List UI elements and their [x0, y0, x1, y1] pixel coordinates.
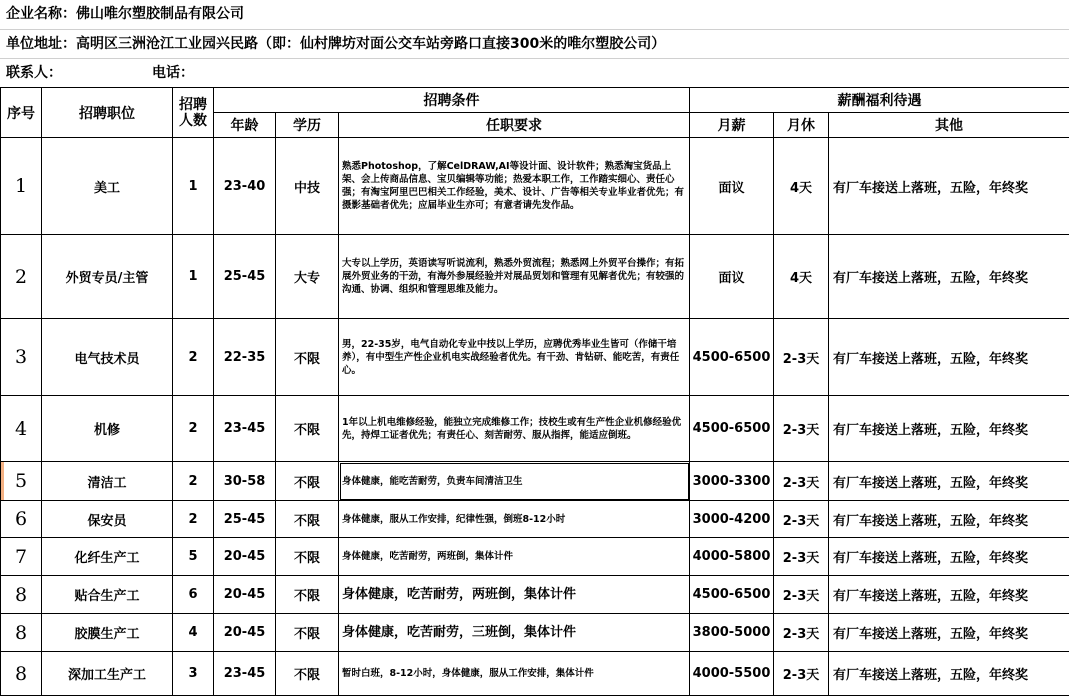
row-rest[interactable]: 4天: [774, 235, 829, 319]
table-row: [1, 538, 1069, 576]
table-row: [1, 576, 1069, 614]
table-row: [1, 396, 1069, 462]
row-requirements[interactable]: 身体健康，能吃苦耐劳，负责车间清洁卫生: [339, 462, 690, 501]
row-seq[interactable]: 6: [1, 501, 42, 538]
row-education[interactable]: 不限: [276, 501, 339, 538]
row-salary[interactable]: 4500-6500: [690, 319, 774, 396]
row-count[interactable]: 1: [173, 138, 214, 235]
row-education[interactable]: 不限: [276, 396, 339, 462]
row-age[interactable]: 20-45: [214, 614, 276, 652]
row-age[interactable]: 30-58: [214, 462, 276, 501]
row-position[interactable]: 保安员: [42, 501, 173, 538]
row-other[interactable]: 有厂车接送上落班，五险，年终奖: [829, 576, 1069, 614]
row-age[interactable]: 20-45: [214, 576, 276, 614]
company-label: 企业名称：: [6, 6, 76, 22]
row-position[interactable]: 电气技术员: [42, 319, 173, 396]
row-salary[interactable]: 4000-5500: [690, 652, 774, 696]
row-other[interactable]: 有厂车接送上落班，五险，年终奖: [829, 501, 1069, 538]
header-age[interactable]: 年龄: [214, 113, 276, 138]
contact-row[interactable]: [0, 59, 1069, 87]
row-rest[interactable]: 2-3天: [774, 319, 829, 396]
header-benefits[interactable]: 薪酬福利待遇: [690, 88, 1069, 113]
row-other[interactable]: 有厂车接送上落班，五险，年终奖: [829, 138, 1069, 235]
row-salary[interactable]: 面议: [690, 138, 774, 235]
table-row: [1, 501, 1069, 538]
row-count[interactable]: 6: [173, 576, 214, 614]
company-name: 佛山唯尔塑胶制品有限公司: [76, 6, 244, 22]
header-count[interactable]: 招聘人数: [173, 88, 214, 138]
row-position[interactable]: 外贸专员/主管: [42, 235, 173, 319]
row-other[interactable]: 有厂车接送上落班，五险，年终奖: [829, 652, 1069, 696]
row-count[interactable]: 3: [173, 652, 214, 696]
header-conditions[interactable]: 招聘条件: [214, 88, 690, 113]
row-salary[interactable]: 4500-6500: [690, 576, 774, 614]
row-age[interactable]: 22-35: [214, 319, 276, 396]
row-count[interactable]: 5: [173, 538, 214, 576]
row-requirements[interactable]: 1年以上机电维修经验，能独立完成维修工作；技校生或有生产性企业机修经验优先，持焊工证者优先；有责任心、刻苦耐劳、服从指挥，能适应倒班。: [339, 396, 690, 462]
row-rest[interactable]: 2-3天: [774, 652, 829, 696]
row-requirements[interactable]: 身体健康，服从工作安排，纪律性强，倒班8-12小时: [339, 501, 690, 538]
row-age[interactable]: 23-45: [214, 652, 276, 696]
row-requirements[interactable]: 身体健康，吃苦耐劳，两班倒，集体计件: [339, 538, 690, 576]
address-value: 高明区三洲沧江工业园兴民路（即：仙村牌坊对面公交车站旁路口直接300米的唯尔塑胶公司）: [76, 36, 666, 52]
row-count[interactable]: 2: [173, 501, 214, 538]
row-rest[interactable]: 2-3天: [774, 614, 829, 652]
row-requirements[interactable]: 暂时白班，8-12小时，身体健康，服从工作安排，集体计件: [339, 652, 690, 696]
row-other[interactable]: 有厂车接送上落班，五险，年终奖: [829, 614, 1069, 652]
row-count[interactable]: 2: [173, 396, 214, 462]
row-position[interactable]: 美工: [42, 138, 173, 235]
recruitment-table: [0, 87, 1069, 696]
row-age[interactable]: 23-40: [214, 138, 276, 235]
row-requirements[interactable]: 男，22-35岁，电气自动化专业中技以上学历，应聘优秀毕业生皆可（作储干培养），有中型生产性企业机电实战经验者优先。有干劲、肯钻研、能吃苦，有责任心。: [339, 319, 690, 396]
row-seq[interactable]: 2: [1, 235, 42, 319]
row-education[interactable]: 不限: [276, 614, 339, 652]
header-other[interactable]: 其他: [829, 113, 1069, 138]
row-seq[interactable]: 4: [1, 396, 42, 462]
table-row: [1, 138, 1069, 235]
row-salary[interactable]: 3000-4200: [690, 501, 774, 538]
row-requirements[interactable]: 熟悉Photoshop，了解CelDRAW,AI等设计面、设计软件；熟悉淘宝货品上架、会上传商品信息、宝贝编辑等功能；热爱本职工作，工作踏实细心、责任心强；有淘宝阿里巴巴相关工作经验，美术、设计、广告等相关专业毕业者优先；有摄影基础者优先；应届毕业生亦可；有意者请先发作品。: [339, 138, 690, 235]
row-other[interactable]: 有厂车接送上落班，五险，年终奖: [829, 319, 1069, 396]
address-label: 单位地址：: [6, 36, 76, 52]
row-salary[interactable]: 3000-3300: [690, 462, 774, 501]
row-other[interactable]: 有厂车接送上落班，五险，年终奖: [829, 538, 1069, 576]
table-row: [1, 652, 1069, 696]
row-rest[interactable]: 2-3天: [774, 501, 829, 538]
table-row: [1, 614, 1069, 652]
header-education[interactable]: 学历: [276, 113, 339, 138]
header-position[interactable]: 招聘职位: [42, 88, 173, 138]
row-position[interactable]: 胶膜生产工: [42, 614, 173, 652]
row-education[interactable]: 大专: [276, 235, 339, 319]
row-requirements[interactable]: 身体健康，吃苦耐劳，两班倒，集体计件: [339, 576, 690, 614]
row-other[interactable]: 有厂车接送上落班，五险，年终奖: [829, 235, 1069, 319]
row-age[interactable]: 20-45: [214, 538, 276, 576]
header-salary[interactable]: 月薪: [690, 113, 774, 138]
header-seq[interactable]: 序号: [1, 88, 42, 138]
contact-person-label: 联系人：: [6, 65, 62, 81]
address-row[interactable]: [0, 30, 1069, 59]
row-seq[interactable]: 3: [1, 319, 42, 396]
company-name-row[interactable]: [0, 0, 1069, 30]
row-requirements[interactable]: 大专以上学历，英语读写听说流利，熟悉外贸流程；熟悉网上外贸平台操作；有拓展外贸业务的干劲，有海外参展经验并对展品贸划和管理有见解者优先；有较强的沟通、协调、组织和管理思维及能力。: [339, 235, 690, 319]
row-age[interactable]: 23-45: [214, 396, 276, 462]
row-count[interactable]: 4: [173, 614, 214, 652]
row-position[interactable]: 深加工生产工: [42, 652, 173, 696]
row-count[interactable]: 2: [173, 462, 214, 501]
row-seq[interactable]: 8: [1, 576, 42, 614]
row-position[interactable]: 清洁工: [42, 462, 173, 501]
row-position[interactable]: 贴合生产工: [42, 576, 173, 614]
row-education[interactable]: 不限: [276, 538, 339, 576]
row-position[interactable]: 机修: [42, 396, 173, 462]
row-salary[interactable]: 面议: [690, 235, 774, 319]
row-rest[interactable]: 4天: [774, 138, 829, 235]
row-education[interactable]: 不限: [276, 462, 339, 501]
row-age[interactable]: 25-45: [214, 235, 276, 319]
row-other[interactable]: 有厂车接送上落班，五险，年终奖: [829, 396, 1069, 462]
row-seq[interactable]: 8: [1, 614, 42, 652]
row-salary[interactable]: 4500-6500: [690, 396, 774, 462]
row-other[interactable]: 有厂车接送上落班，五险，年终奖: [829, 462, 1069, 501]
row-requirements[interactable]: 身体健康，吃苦耐劳，三班倒，集体计件: [339, 614, 690, 652]
row-seq[interactable]: 7: [1, 538, 42, 576]
contact-phone-label: 电话：: [152, 65, 194, 81]
row-rest[interactable]: 2-3天: [774, 538, 829, 576]
table-row: [1, 235, 1069, 319]
row-seq[interactable]: 1: [1, 138, 42, 235]
row-count[interactable]: 2: [173, 319, 214, 396]
row-position[interactable]: 化纤生产工: [42, 538, 173, 576]
row-rest[interactable]: 2-3天: [774, 396, 829, 462]
row-rest[interactable]: 2-3天: [774, 462, 829, 501]
row-education[interactable]: 中技: [276, 138, 339, 235]
row-seq[interactable]: 5: [1, 462, 42, 501]
row-rest[interactable]: 2-3天: [774, 576, 829, 614]
row-age[interactable]: 25-45: [214, 501, 276, 538]
row-salary[interactable]: 3800-5000: [690, 614, 774, 652]
row-seq[interactable]: 8: [1, 652, 42, 696]
row-education[interactable]: 不限: [276, 652, 339, 696]
row-salary[interactable]: 4000-5800: [690, 538, 774, 576]
table-row: [1, 319, 1069, 396]
row-count[interactable]: 1: [173, 235, 214, 319]
header-rest[interactable]: 月休: [774, 113, 829, 138]
header-requirements[interactable]: 任职要求: [339, 113, 690, 138]
row-education[interactable]: 不限: [276, 319, 339, 396]
table-row: [1, 462, 1069, 501]
row-education[interactable]: 不限: [276, 576, 339, 614]
